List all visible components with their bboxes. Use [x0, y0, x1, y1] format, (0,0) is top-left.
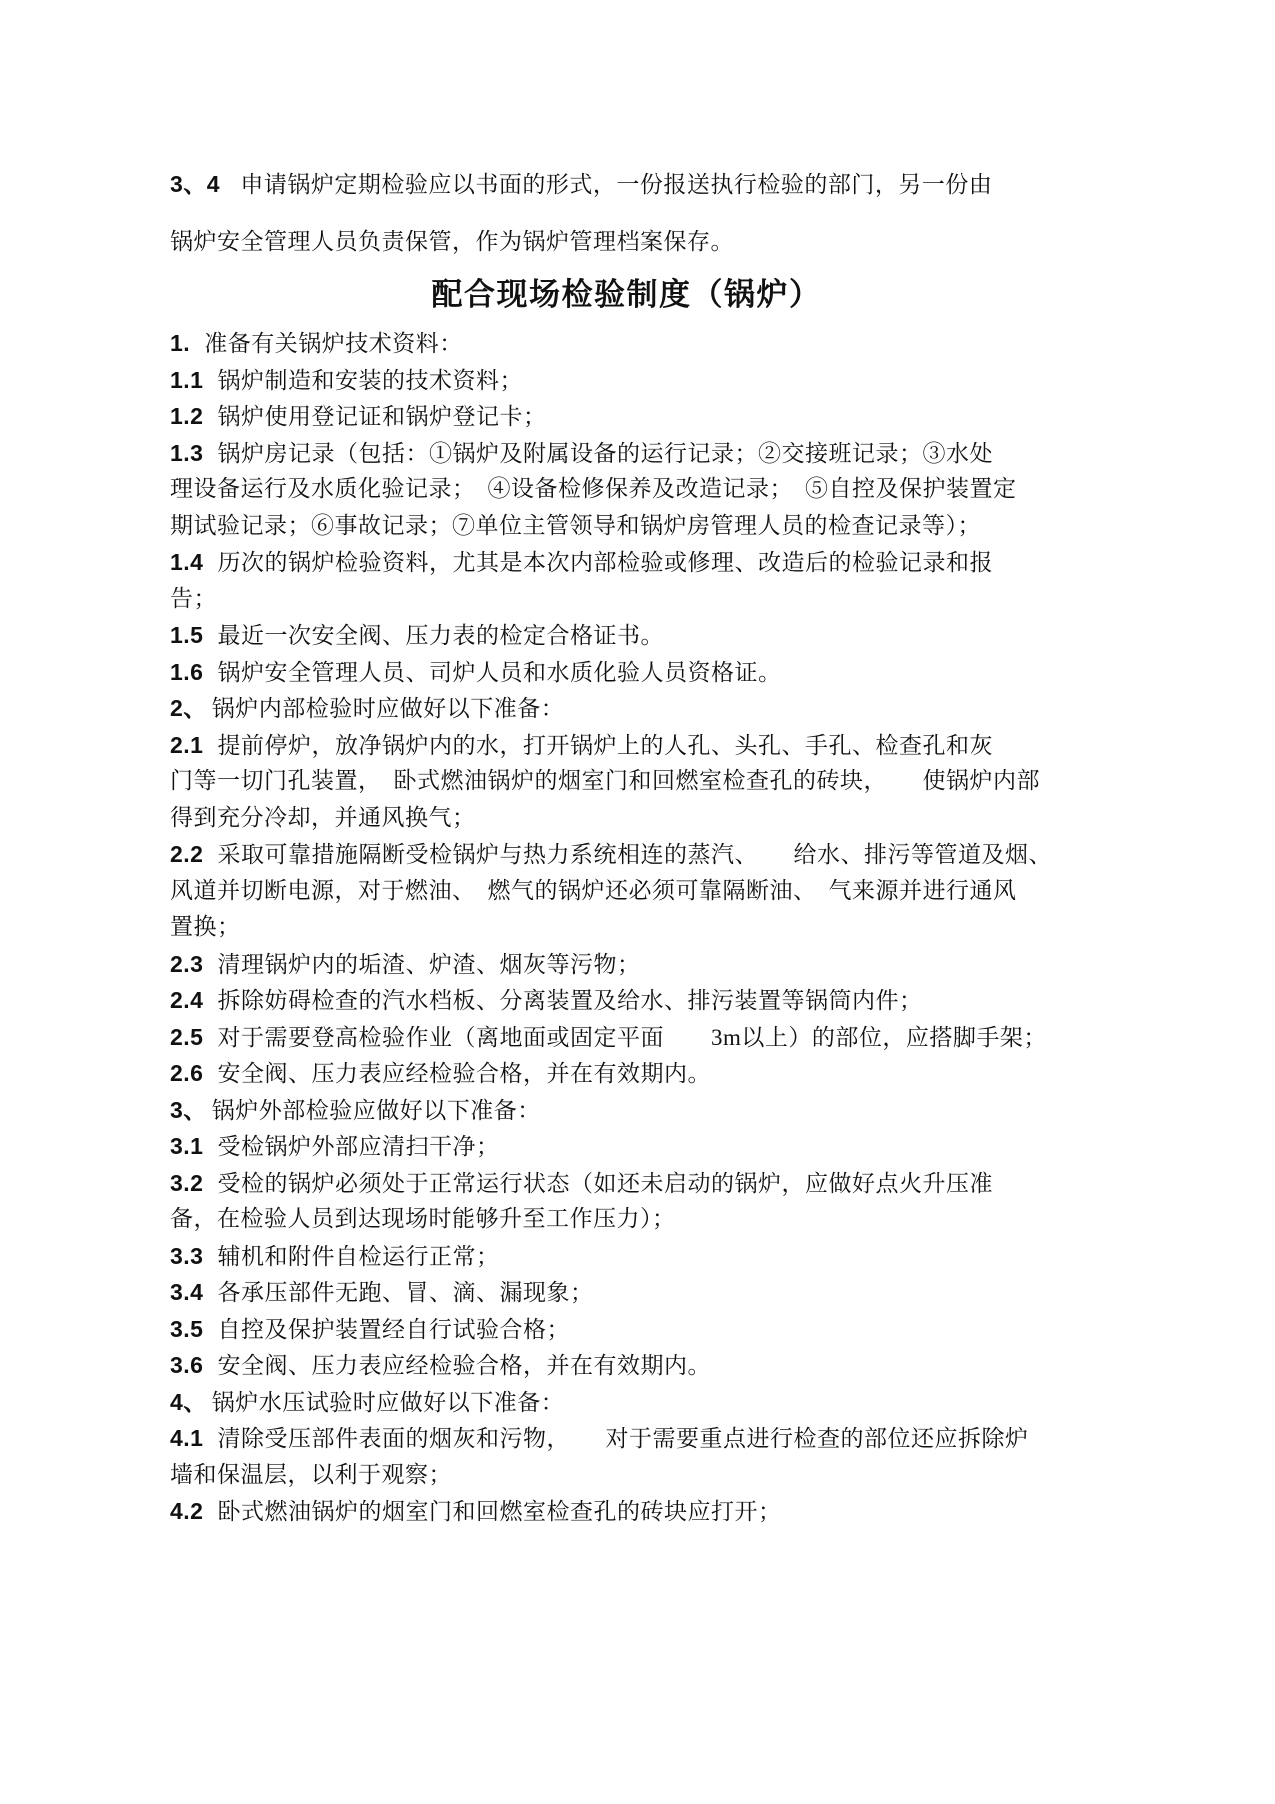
item-number: 3.1: [170, 1133, 204, 1159]
item-text: 各承压部件无跑、冒、滴、漏现象；: [217, 1280, 594, 1305]
continuation-line: [170, 1201, 1135, 1238]
item-number: 3.6: [170, 1352, 204, 1378]
item-number: 4、: [170, 1388, 207, 1415]
item-text: 准备有关锅炉技术资料：: [204, 331, 463, 356]
item-number: 2.1: [170, 731, 204, 758]
item-number: 3、4: [170, 171, 221, 197]
numbered-line: [170, 1493, 1135, 1530]
item-number: 2.3: [170, 950, 204, 977]
numbered-line: [170, 1165, 1135, 1202]
item-number: 3.2: [170, 1169, 204, 1196]
item-number: 1.6: [170, 658, 204, 685]
item-text: 申请锅炉定期检验应以书面的形式，一份报送执行检验的部门，另一份由: [240, 172, 993, 197]
item-text: 受检锅炉外部应清扫干净；: [217, 1134, 500, 1159]
item-number: 2.5: [170, 1023, 204, 1050]
numbered-line: [170, 1420, 1135, 1457]
item-text: 锅炉外部检验应做好以下准备：: [211, 1097, 541, 1123]
item-text: 锅炉制造和安装的技术资料；: [217, 367, 523, 393]
item-text: 锅炉房记录（包括：①锅炉及附属设备的运行记录；②交接班记录；③水处: [217, 440, 993, 466]
item-text: 提前停炉，放净锅炉内的水，打开锅炉上的人孔、头孔、手孔、检查孔和灰: [217, 732, 993, 758]
item-number: 3、: [170, 1096, 207, 1123]
item-number: 1.3: [170, 439, 204, 466]
item-text: 得到充分冷却，并通风换气；: [170, 804, 476, 830]
item-number: 3.4: [170, 1279, 204, 1305]
numbered-line: [170, 1055, 1135, 1092]
item-text: 锅炉水压试验时应做好以下准备：: [211, 1389, 565, 1415]
item-text: 理设备运行及水质化验记录； ④设备检修保养及改造记录； ⑤自控及保护装置定: [170, 476, 1017, 501]
item-number: 1.5: [170, 622, 204, 648]
item-number: 2、: [170, 695, 207, 721]
numbered-line: [170, 325, 1135, 362]
item-text: 拆除妨碍检查的汽水档板、分离装置及给水、排污装置等锅筒内件；: [217, 988, 923, 1013]
item-text: 风道并切断电源，对于燃油、 燃气的锅炉还必须可靠隔断油、 气来源并进行通风: [170, 877, 1017, 903]
document-title: 配合现场检验制度（锅炉）: [431, 277, 822, 312]
numbered-line: [170, 1347, 1135, 1384]
item-text: 墙和保温层，以利于观察；: [170, 1461, 452, 1487]
numbered-line: [170, 435, 1135, 472]
item-text: 锅炉使用登记证和锅炉登记卡；: [217, 404, 547, 429]
continuation-line: [170, 508, 1135, 545]
item-number: 3.3: [170, 1242, 204, 1269]
numbered-line: [170, 836, 1135, 873]
continuation-line: [170, 581, 1135, 618]
numbered-line: [170, 1128, 1135, 1165]
item-number: 2.4: [170, 987, 204, 1013]
item-text: 对于需要登高检验作业（离地面或固定平面 3m以上）的部位，应搭脚手架；: [217, 1024, 1047, 1050]
item-number: 3.5: [170, 1315, 204, 1342]
continuation-line: [170, 873, 1135, 910]
item-text: 最近一次安全阀、压力表的检定合格证书。: [217, 623, 664, 648]
numbered-line: [170, 398, 1135, 435]
numbered-line: [170, 1384, 1135, 1421]
numbered-line: [170, 1238, 1135, 1275]
item-text: 受检的锅炉必须处于正常运行状态（如还未启动的锅炉，应做好点火升压准: [217, 1170, 993, 1196]
item-number: 4.2: [170, 1498, 204, 1524]
item-number: 2.6: [170, 1060, 204, 1086]
item-text: 卧式燃油锅炉的烟室门和回燃室检查孔的砖块应打开；: [217, 1499, 782, 1524]
item-text: 安全阀、压力表应经检验合格，并在有效期内。: [217, 1061, 711, 1086]
numbered-line: [170, 1092, 1135, 1129]
item-number: 2.2: [170, 841, 204, 867]
numbered-line: [170, 1311, 1135, 1348]
item-text: 门等一切门孔装置， 卧式燃油锅炉的烟室门和回燃室检查孔的砖块， 使锅炉内部: [170, 768, 1040, 793]
item-text: 历次的锅炉检验资料，尤其是本次内部检验或修理、改造后的检验记录和报: [217, 550, 993, 575]
continuation-line: [170, 763, 1135, 800]
item-text: 自控及保护装置经自行试验合格；: [217, 1316, 570, 1342]
continuation-line: [170, 909, 1135, 946]
numbered-line: [170, 544, 1135, 581]
numbered-line: [170, 1019, 1135, 1056]
item-text: 采取可靠措施隔断受检锅炉与热力系统相连的蒸汽、 给水、排污等管道及烟、: [217, 842, 1052, 867]
item-text: 锅炉内部检验时应做好以下准备：: [211, 696, 565, 721]
item-text: 清除受压部件表面的烟灰和污物， 对于需要重点进行检查的部位还应拆除炉: [217, 1426, 1029, 1451]
item-number: 1.1: [170, 366, 204, 393]
item-text: 期试验记录；⑥事故记录；⑦单位主管领导和锅炉房管理人员的检查记录等）；: [170, 512, 981, 538]
item-number: 1.2: [170, 403, 204, 429]
numbered-line: [170, 362, 1135, 399]
item-text: 置换；: [170, 914, 241, 939]
numbered-line: [170, 690, 1135, 727]
item-number: 1.: [170, 330, 191, 356]
item-text: 锅炉安全管理人员负责保管，作为锅炉管理档案保存。: [170, 228, 734, 254]
numbered-line: [170, 982, 1135, 1019]
item-text: 安全阀、压力表应经检验合格，并在有效期内。: [217, 1353, 711, 1378]
intro-line-1: [170, 166, 1135, 203]
continuation-line: [170, 471, 1135, 508]
intro-line-2: [170, 224, 1135, 261]
item-text: 备，在检验人员到达现场时能够升至工作压力）；: [170, 1206, 676, 1231]
numbered-line: [170, 617, 1135, 654]
numbered-line: [170, 654, 1135, 691]
numbered-line: [170, 946, 1135, 983]
item-text: 辅机和附件自检运行正常；: [217, 1243, 500, 1269]
item-number: 1.4: [170, 549, 204, 575]
continuation-line: [170, 800, 1135, 837]
item-text: 锅炉安全管理人员、司炉人员和水质化验人员资格证。: [217, 659, 782, 685]
item-text: 清理锅炉内的垢渣、炉渣、烟灰等污物；: [217, 951, 641, 977]
numbered-line: [170, 727, 1135, 764]
continuation-line: [170, 1457, 1135, 1494]
numbered-line: [170, 1274, 1135, 1311]
item-number: 4.1: [170, 1425, 204, 1451]
item-text: 告；: [170, 585, 217, 611]
document-body: [170, 325, 1135, 1530]
